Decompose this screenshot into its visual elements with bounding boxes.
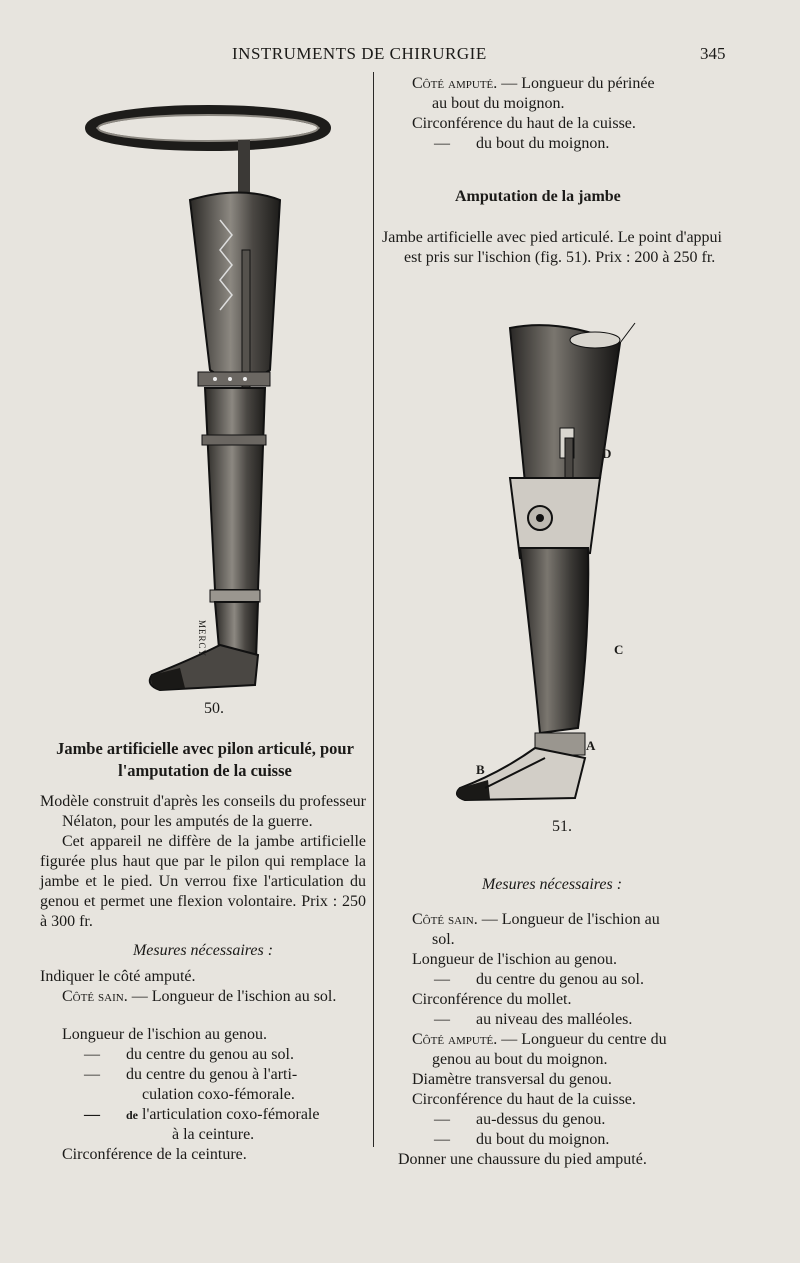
thigh-socket	[190, 193, 280, 381]
label-cote-ampute: Côté amputé.	[412, 75, 498, 92]
figure-51-label-b: B	[476, 762, 485, 777]
dash: —	[84, 1106, 100, 1123]
figure-51-illustration	[440, 318, 640, 808]
measure-text: au-dessus du genou.	[476, 1111, 606, 1128]
measure-text: du bout du moignon.	[476, 135, 610, 152]
right-measure-8: Circonférence du haut de la cuisse.	[412, 1091, 636, 1108]
lower-leg	[205, 388, 265, 590]
right-measure-6	[412, 1030, 667, 1050]
dash: —	[84, 1066, 100, 1083]
left-measure-7: Circonférence de la ceinture.	[62, 1146, 247, 1163]
right-measure-9	[412, 1110, 605, 1130]
measure-text: du centre du genou au sol.	[126, 1046, 294, 1063]
label-cote-sain: Côté sain.	[412, 911, 478, 928]
figure-50-number: 50.	[204, 700, 224, 717]
right-top-2: Circonférence du haut de la cuisse.	[412, 115, 636, 132]
right-measure-3	[412, 970, 644, 990]
label-cote-sain: Côté sain.	[62, 988, 128, 1005]
left-measures-title: Mesures nécessaires :	[132, 942, 274, 959]
dash: —	[434, 1111, 450, 1128]
left-measure-1: Indiquer le côté amputé.	[40, 968, 196, 985]
measure-text: — Longueur du centre du	[497, 1031, 667, 1048]
figure-50-illustration	[80, 100, 360, 700]
figure-51-label-c: C	[614, 642, 624, 657]
right-measure-10	[412, 1130, 609, 1150]
dash: —	[434, 135, 450, 152]
right-measure-4: Circonférence du mollet.	[412, 991, 572, 1008]
right-measure-1-cont: sol.	[432, 931, 455, 948]
running-header: INSTRUMENTS DE CHIRURGIE	[232, 44, 487, 63]
right-measure-11: Donner une chaussure du pied amputé.	[398, 1151, 647, 1168]
measure-text: — Longueur du périnée	[497, 75, 655, 92]
measure-text: l'articulation coxo-fémorale	[138, 1106, 320, 1123]
page-number: 345	[700, 44, 726, 63]
left-measure-6	[62, 1105, 319, 1125]
right-top-1-cont: au bout du moignon.	[432, 95, 565, 112]
right-measures-title: Mesures nécessaires :	[481, 876, 623, 893]
right-description	[382, 228, 722, 268]
engraver-signature: MERCY	[197, 620, 207, 658]
figure-51-label-a: A	[586, 738, 596, 753]
left-measure-4	[62, 1045, 294, 1065]
right-measure-7: Diamètre transversal du genou.	[412, 1071, 612, 1088]
measure-text: du bout du moignon.	[476, 1131, 610, 1148]
measure-text: du centre du genou à l'arti-	[126, 1066, 298, 1083]
figure-51-number: 51.	[552, 818, 572, 835]
measure-de: de	[126, 1108, 138, 1122]
measure-text: — Longueur de l'ischion au sol.	[127, 988, 337, 1005]
figure-50-artificial-leg-peg	[80, 100, 360, 700]
figure-50-caption	[40, 738, 370, 782]
measure-text: du centre du genou au sol.	[476, 971, 644, 988]
dash: —	[434, 1011, 450, 1028]
dash: —	[434, 1131, 450, 1148]
right-top-3	[412, 134, 609, 154]
measure-text: — Longueur de l'ischion au	[477, 911, 660, 928]
figure-51-artificial-leg-foot	[440, 318, 640, 808]
left-measure-6-cont: à la ceinture.	[172, 1126, 255, 1143]
description-para-1: Modèle construit d'après les conseils du professeur Nélaton, pour les amputés de la guerre.	[40, 793, 366, 830]
figure-51-label-d: D	[602, 446, 612, 461]
dash: —	[84, 1046, 100, 1063]
label-cote-ampute: Côté amputé.	[412, 1031, 498, 1048]
left-measure-2	[62, 987, 366, 1007]
calf	[520, 548, 588, 733]
right-measure-5	[412, 1010, 632, 1030]
right-measure-6-cont: genou au bout du moignon.	[432, 1051, 608, 1068]
column-divider	[373, 72, 374, 1147]
knee-joint	[510, 478, 600, 558]
section-title-jambe: Amputation de la jambe	[455, 188, 621, 205]
description-para-2: Cet appareil ne diffère de la jambe artificielle figurée plus haut que par le pilon qui remplace la jambe et le pied. Un verrou fixe l'articulation du genou et permet une flexion volontaire. Prix : 250 à 300 fr.	[40, 833, 366, 930]
left-measure-5	[62, 1065, 297, 1085]
right-measure-1	[412, 910, 660, 930]
dash: —	[434, 971, 450, 988]
description-para: Jambe artificielle avec pied articulé. Le point d'appui est pris sur l'ischion (fig. 51). Prix : 200 à 250 fr.	[382, 229, 722, 266]
caption-line-2: l'amputation de la cuisse	[118, 761, 292, 780]
right-top-1	[412, 74, 655, 94]
left-description	[40, 792, 366, 932]
left-measure-5-cont: culation coxo-fémorale.	[142, 1086, 295, 1103]
measure-text: au niveau des malléoles.	[476, 1011, 633, 1028]
left-measure-3: Longueur de l'ischion au genou.	[62, 1026, 268, 1043]
right-measure-2: Longueur de l'ischion au genou.	[412, 951, 618, 968]
caption-line-1: Jambe artificielle avec pilon articulé, pour	[56, 739, 354, 758]
